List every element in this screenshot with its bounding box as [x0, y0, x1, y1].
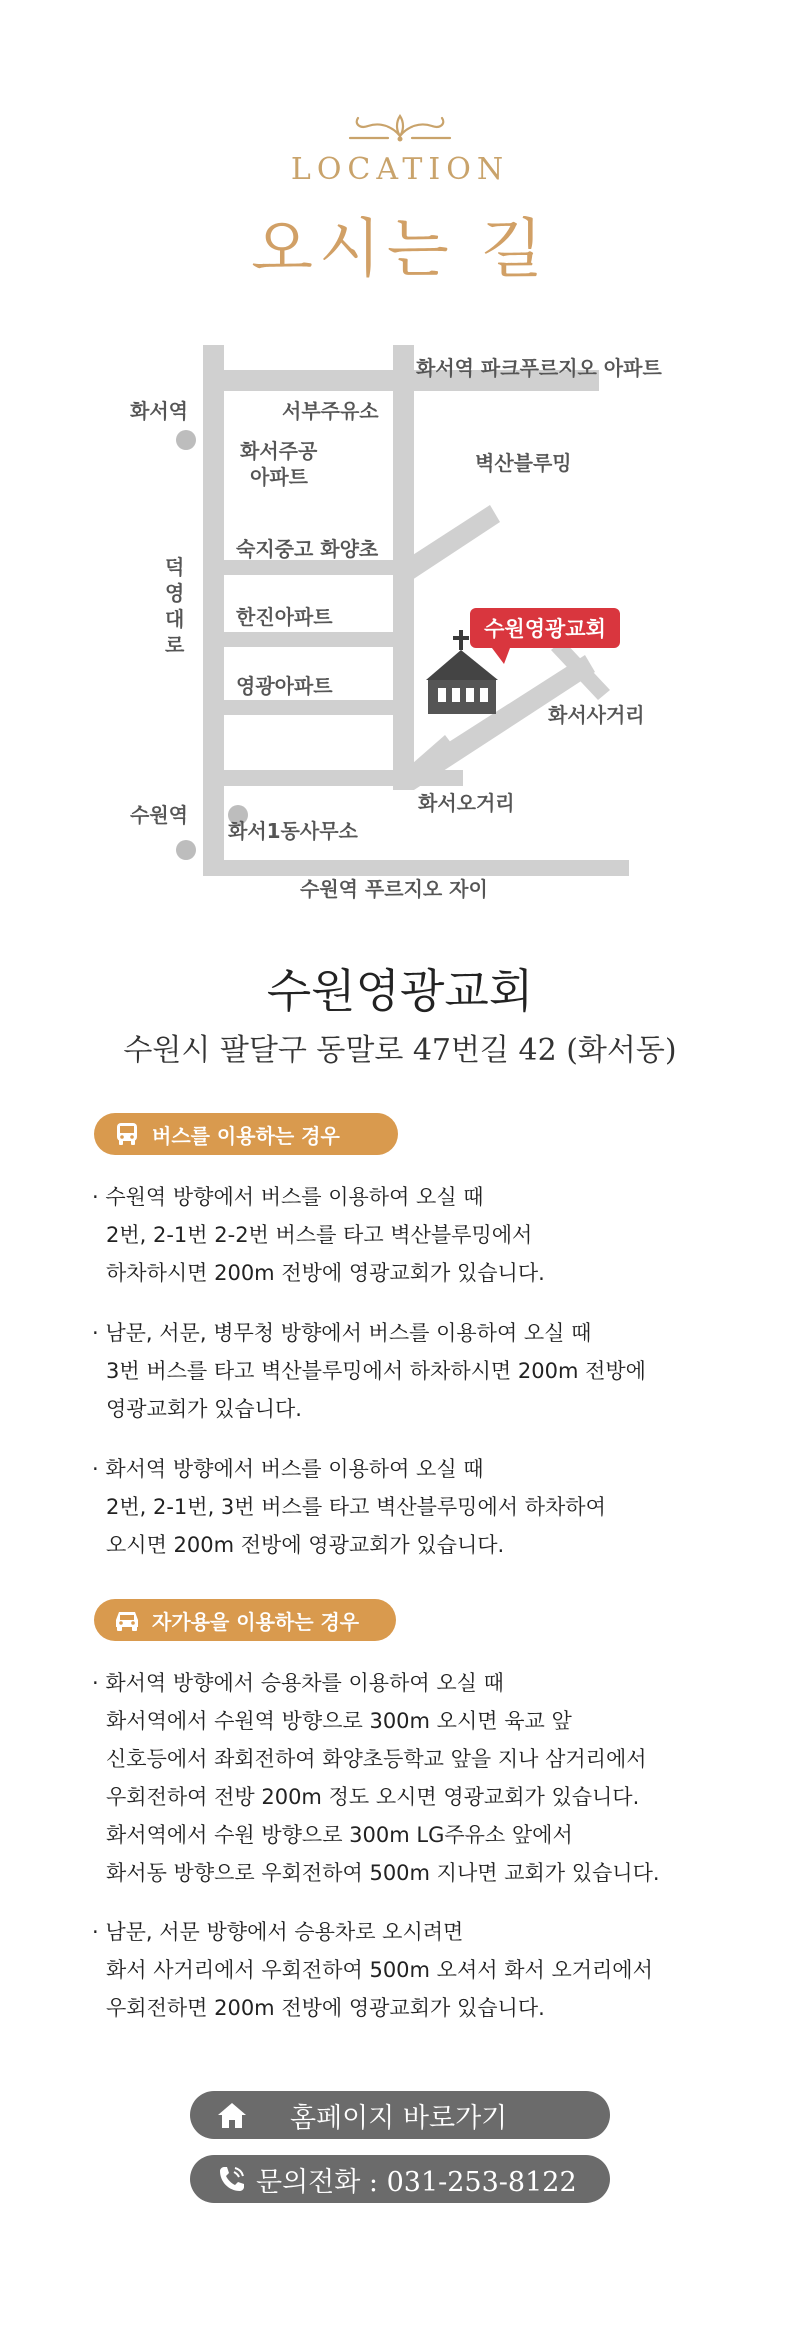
phone-icon: [214, 2161, 250, 2197]
road-hanjin: [203, 632, 403, 647]
location-eng-title: LOCATION: [290, 152, 510, 187]
phone-button[interactable]: [190, 2155, 610, 2203]
suwon-station-dot: [176, 840, 196, 860]
ornament-icon: [340, 108, 460, 146]
car-paragraph-2: [92, 1913, 752, 2027]
paragraph-line: 신호등에서 좌회전하여 화양초등학교 앞을 지나 삼거리에서: [106, 1747, 647, 1771]
label-top-apartment: 화서역 파크푸르지오 아파트: [416, 356, 662, 380]
label-sukji: 숙지중고 화양초: [236, 537, 379, 561]
bus-section-header: [94, 1113, 398, 1155]
label-deokyoung-2: 영: [165, 581, 185, 605]
paragraph-line: 2번, 2-1번, 3번 버스를 타고 벽산블루밍에서 하차하여: [106, 1495, 606, 1519]
paragraph-line: 우회전하여 전방 200m 정도 오시면 영광교회가 있습니다.: [106, 1785, 640, 1809]
page-title: 오시는 길: [251, 213, 549, 287]
car-paragraph-1: [92, 1664, 752, 1892]
label-suwon-station: 수원역: [130, 803, 188, 827]
label-hwaseo-jugong-1: 화서주공: [240, 439, 318, 463]
road-sukji: [203, 560, 403, 575]
car-section-header: [94, 1599, 396, 1641]
car-icon: [112, 1605, 142, 1635]
label-bottom-apartment: 수원역 푸르지오 자이: [300, 877, 488, 901]
label-deokyoung-3: 대: [165, 607, 185, 631]
bus-paragraph-1: [92, 1178, 752, 1292]
paragraph-line: 우회전하면 200m 전방에 영광교회가 있습니다.: [106, 1996, 545, 2020]
car-section-title: 자가용을 이용하는 경우: [152, 1609, 360, 1634]
road-left-vertical: [203, 345, 224, 875]
location-map: [0, 330, 800, 910]
home-icon: [214, 2097, 250, 2133]
label-hanjin: 한진아파트: [236, 605, 333, 629]
label-deokyoung-1: 덕: [165, 555, 185, 579]
paragraph-line: 화서 사거리에서 우회전하여 500m 오셔서 화서 오거리에서: [106, 1958, 653, 1982]
paragraph-line: · 수원역 방향에서 버스를 이용하여 오실 때: [92, 1185, 484, 1209]
label-deokyoung-4: 로: [165, 633, 185, 657]
paragraph-line: 화서동 방향으로 우회전하여 500m 지나면 교회가 있습니다.: [106, 1861, 660, 1885]
church-address: 수원시 팔달구 동말로 47번길 42 (화서동): [123, 1033, 677, 1068]
label-hwaseo-station: 화서역: [130, 399, 188, 423]
paragraph-line: 화서역에서 수원 방향으로 300m LG주유소 앞에서: [106, 1823, 573, 1847]
label-seobu-gas: 서부주유소: [282, 399, 379, 423]
hwaseo-station-dot: [176, 430, 196, 450]
paragraph-line: 영광교회가 있습니다.: [106, 1397, 302, 1421]
church-tag-label: 수원영광교회: [484, 617, 606, 641]
bus-paragraph-3: [92, 1450, 752, 1564]
label-byeoksan: 벽산블루밍: [475, 451, 572, 475]
paragraph-line: 2번, 2-1번 2-2번 버스를 타고 벽산블루밍에서: [106, 1223, 533, 1247]
bus-section-title: 버스를 이용하는 경우: [152, 1123, 340, 1148]
paragraph-line: 하차하시면 200m 전방에 영광교회가 있습니다.: [106, 1261, 545, 1285]
label-hwaseo-ogori: 화서오거리: [418, 791, 515, 815]
church-name: 수원영광교회: [266, 964, 534, 1018]
paragraph-line: 화서역에서 수원역 방향으로 300m 오시면 육교 앞: [106, 1709, 572, 1733]
homepage-button-label: 홈페이지 바로가기: [290, 2102, 508, 2134]
label-hwaseo-jugong-2: 아파트: [250, 465, 308, 489]
paragraph-line: · 화서역 방향에서 승용차를 이용하여 오실 때: [92, 1671, 504, 1695]
paragraph-line: · 남문, 서문, 병무청 방향에서 버스를 이용하여 오실 때: [92, 1321, 592, 1345]
bus-paragraph-2: [92, 1314, 752, 1428]
paragraph-line: · 남문, 서문 방향에서 승용차로 오시려면: [92, 1920, 464, 1944]
paragraph-line: · 화서역 방향에서 버스를 이용하여 오실 때: [92, 1457, 484, 1481]
paragraph-line: 오시면 200m 전방에 영광교회가 있습니다.: [106, 1533, 505, 1557]
label-hwaseo-sagori: 화서사거리: [548, 703, 645, 727]
road-diagonal-top: [405, 505, 500, 580]
homepage-button[interactable]: [190, 2091, 610, 2139]
paragraph-line: 3번 버스를 타고 벽산블루밍에서 하차하시면 200m 전방에: [106, 1359, 646, 1383]
phone-button-label: 문의전화 : 031-253-8122: [256, 2166, 577, 2198]
road-younggwang: [203, 700, 403, 715]
label-younggwang-apt: 영광아파트: [236, 674, 333, 698]
label-community-center: 화서1동사무소: [228, 819, 358, 843]
road-bottom: [203, 860, 629, 876]
bus-icon: [112, 1119, 142, 1149]
